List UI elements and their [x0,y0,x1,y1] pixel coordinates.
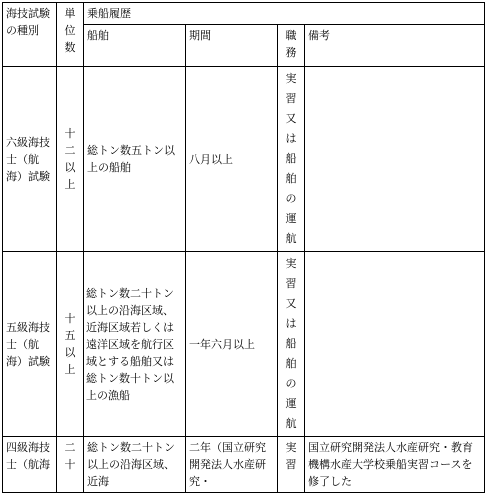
table-row [3,67,485,252]
exam-kind-cell: 五級海技士（航海）試験 [3,252,57,437]
period-cell: 一年六月以上 [186,252,278,437]
exam-kind-cell: 四級海技士（航海 [3,437,57,493]
header-row-1 [3,3,485,25]
ship-cell: 総トン数二十トン以上の沿海区域、近海区域若しくは遠洋区域を航行区域とする船舶又は総トン数十トン以上の漁船 [84,252,186,437]
header-ship: 船舶 [84,25,186,67]
sea-service-requirements-table [2,2,485,493]
header-exam-type: 海技試験の種別 [3,3,57,67]
ship-cell: 総トン数五トン以上の船舶 [84,67,186,252]
notes-cell: 国立研究開発法人水産研究・教育機構水産大学校乗船実習コースを修了した [305,437,485,493]
table-row [3,252,485,437]
header-notes: 備考 [305,25,485,67]
notes-cell [305,252,485,437]
units-cell: 二十 [57,437,84,493]
ship-cell: 総トン数二十トン以上の沿海区域、近海 [84,437,186,493]
header-period: 期間 [186,25,278,67]
duty-cell: 実習又は船舶の運航 [278,67,305,252]
units-cell: 十五以上 [57,252,84,437]
header-duty: 職務 [278,25,305,67]
header-sea-service-history: 乗船履歴 [84,3,485,25]
duty-cell: 実習 [278,437,305,493]
regulation-table-container [2,2,484,488]
notes-cell [305,67,485,252]
header-units: 単位数 [57,3,84,67]
units-cell: 十二以上 [57,67,84,252]
period-cell: 二年（国立研究開発法人水産研究・ [186,437,278,493]
table-row [3,437,485,493]
period-cell: 八月以上 [186,67,278,252]
duty-cell: 実習又は船舶の運航 [278,252,305,437]
exam-kind-cell: 六級海技士（航海）試験 [3,67,57,252]
